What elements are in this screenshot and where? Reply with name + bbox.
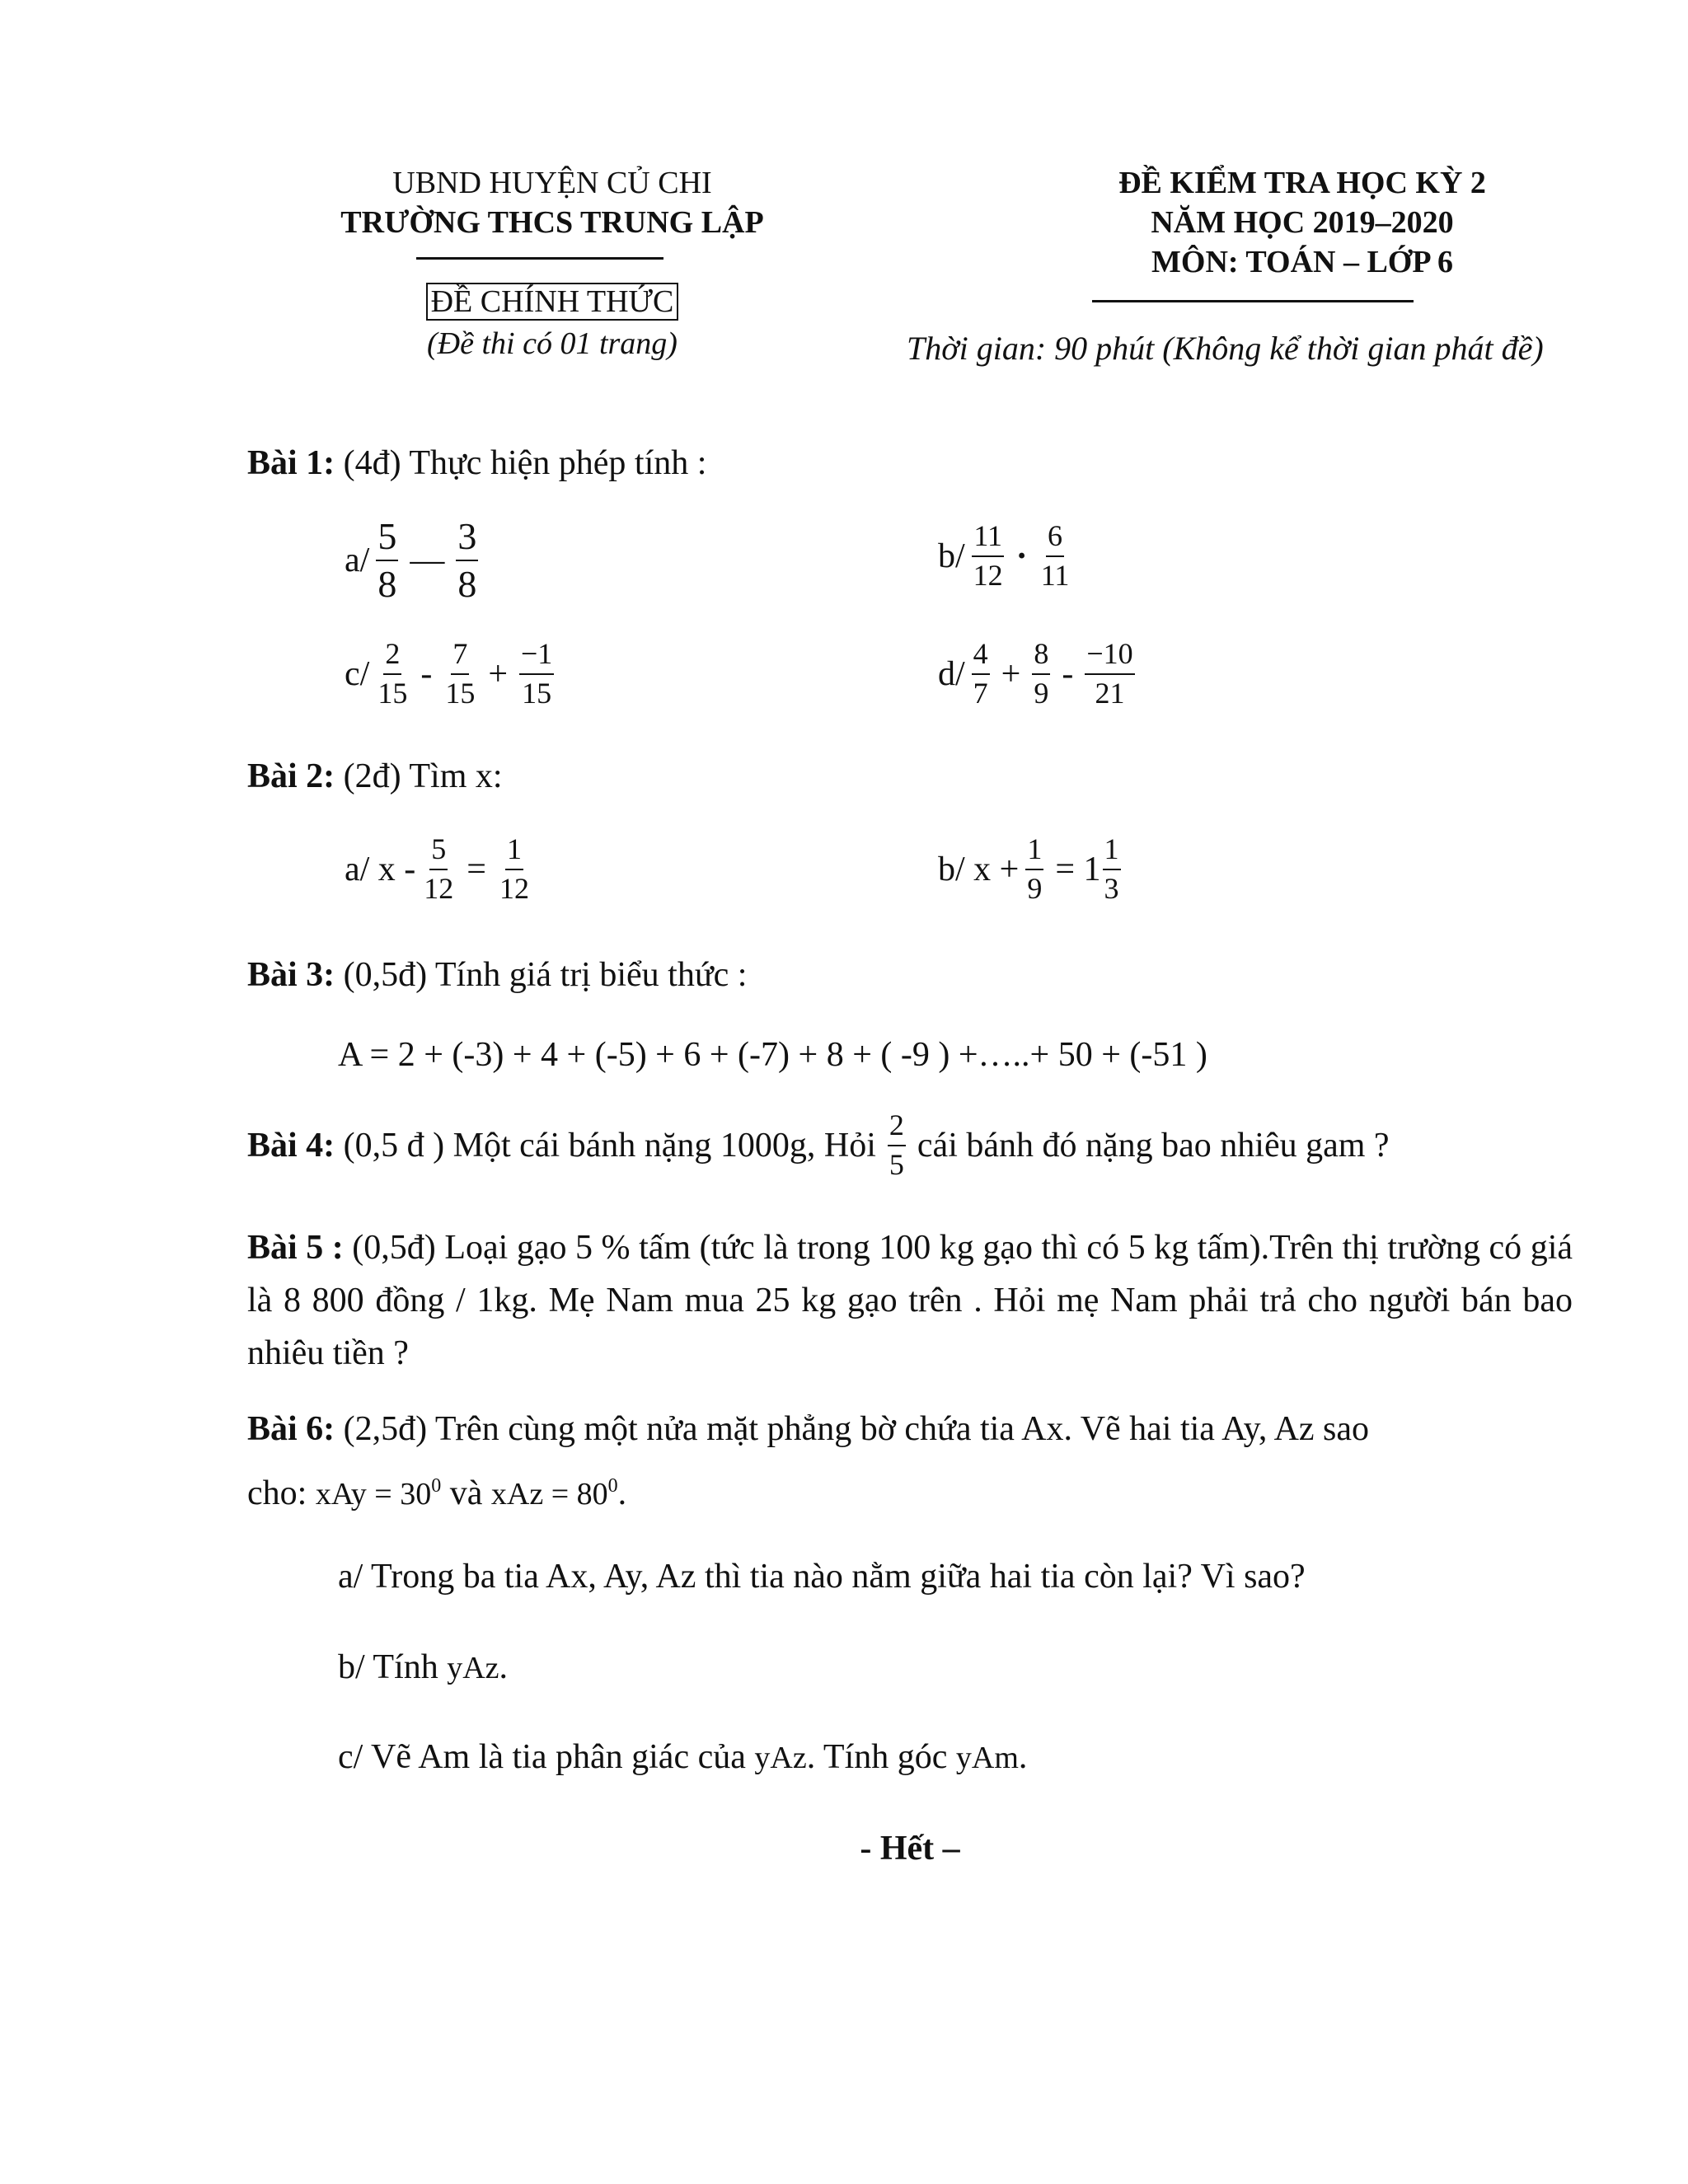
bai2-heading: Bài 2: (2đ) Tìm x: — [247, 757, 503, 795]
bai6-line2: cho: xAy = $30^0$ và xAz = $80^0$. — [247, 1474, 627, 1512]
fraction: $\frac{8}{9}$ — [1034, 637, 1049, 710]
bai6-question-c: c/ Vẽ Am là tia phân giác của yAz. Tính góc yAm. — [338, 1738, 1028, 1776]
header-right-rule — [1092, 300, 1414, 302]
fraction: $\frac{5}{12}$ — [424, 832, 454, 905]
angle-yAm: yAm — [955, 1741, 1019, 1775]
angle-xAy: xAy — [315, 1477, 367, 1511]
fraction: $\frac{2}{15}$ — [377, 637, 408, 710]
fraction: $\frac{5}{8}$ — [377, 515, 397, 606]
angle-xAz: xAz — [490, 1477, 544, 1511]
pages-note: (Đề thi có 01 trang) — [427, 326, 678, 361]
fraction: $\frac{1}{9}$ — [1027, 832, 1043, 905]
fraction: $\frac{6}{11}$ — [1040, 519, 1070, 592]
subject-grade: MÔN: TOÁN – LỚP 6 — [1151, 245, 1453, 279]
fraction: $\frac{2}{5}$ — [889, 1108, 904, 1181]
fraction: $\frac{7}{15}$ — [445, 637, 476, 710]
school-year: NĂM HỌC 2019–2020 — [1151, 205, 1454, 240]
school-name: TRƯỜNG THCS TRUNG LẬP — [340, 205, 764, 240]
bai1-c: c/ $\frac{2}{15}$ - $\frac{7}{15}$ + $\frac{-1}{15}$ — [345, 637, 553, 710]
bai6-question-a: a/ Trong ba tia Ax, Ay, Az thì tia nào nằm giữa hai tia còn lại? Vì sao? — [338, 1558, 1306, 1596]
bai1-b: b/ $\frac{11}{12}$ · $\frac{6}{11}$ — [938, 519, 1070, 592]
bai3-expression: A = 2 + (-3) + 4 + (-5) + 6 + (-7) + 8 + ( -9 ) +…..+ 50 + (-51 ) — [338, 1036, 1207, 1074]
fraction: $\frac{-10}{21}$ — [1086, 637, 1133, 710]
bai2-a: a/ x - $\frac{5}{12}$ = $\frac{1}{12}$ — [345, 832, 529, 905]
bai2-b: b/ x + $\frac{1}{9}$ = 1 $\frac{1}{3}$ — [938, 832, 1119, 905]
angle-yAz: yAz — [447, 1651, 499, 1685]
exam-title: ĐỀ KIỂM TRA HỌC KỲ 2 — [1118, 166, 1486, 200]
official-block — [247, 282, 857, 321]
bai1-d: d/ $\frac{4}{7}$ + $\frac{8}{9}$ - $\frac{-10}{21}$ — [938, 637, 1133, 710]
fraction: $\frac{11}{12}$ — [973, 519, 1003, 592]
fraction: $\frac{1}{12}$ — [499, 832, 529, 905]
bai6-heading: Bài 6: (2,5đ) Trên cùng một nửa mặt phẳng bờ chứa tia Ax. Vẽ hai tia Ay, Az sao — [247, 1410, 1370, 1448]
end-mark: - Hết – — [860, 1830, 960, 1868]
fraction: $\frac{3}{8}$ — [457, 515, 477, 606]
bai1-a: a/ $\frac{5}{8}$ — $\frac{3}{8}$ — [345, 515, 477, 606]
header-left-rule — [416, 257, 663, 260]
bai1-heading: Bài 1: (4đ) Thực hiện phép tính : — [247, 444, 707, 482]
header-right — [1030, 163, 1574, 282]
bai6-question-b: b/ Tính yAz. — [338, 1648, 509, 1686]
bai4: Bài 4: (0,5 đ ) Một cái bánh nặng 1000g, Hỏi $\frac{2}{5}$ cái bánh đó nặng bao nhiêu gam ? — [247, 1108, 1390, 1181]
angle-yAz: yAz — [754, 1741, 807, 1775]
bai5: Bài 5 : (0,5đ) Loại gạo 5 % tấm (tức là trong 100 kg gạo thì có 5 kg tấm).Trên thị trường có giá là 8 800 đồng / 1kg. Mẹ Nam mua 25 kg gạo trên . Hỏi mẹ Nam phải trả cho người bán bao nhiêu tiền ? — [247, 1229, 1573, 1372]
official-stamp: ĐỀ CHÍNH THỨC — [426, 283, 679, 321]
fraction: $\frac{1}{3}$ — [1104, 832, 1119, 905]
time-note: Thời gian: 90 phút (Không kể thời gian phát đề) — [907, 330, 1544, 367]
header-left — [247, 163, 857, 242]
bai3-heading: Bài 3: (0,5đ) Tính giá trị biểu thức : — [247, 956, 748, 994]
fraction: $\frac{-1}{15}$ — [521, 637, 553, 710]
district-name: UBND HUYỆN CỦ CHI — [392, 166, 712, 200]
fraction: $\frac{4}{7}$ — [973, 637, 988, 710]
